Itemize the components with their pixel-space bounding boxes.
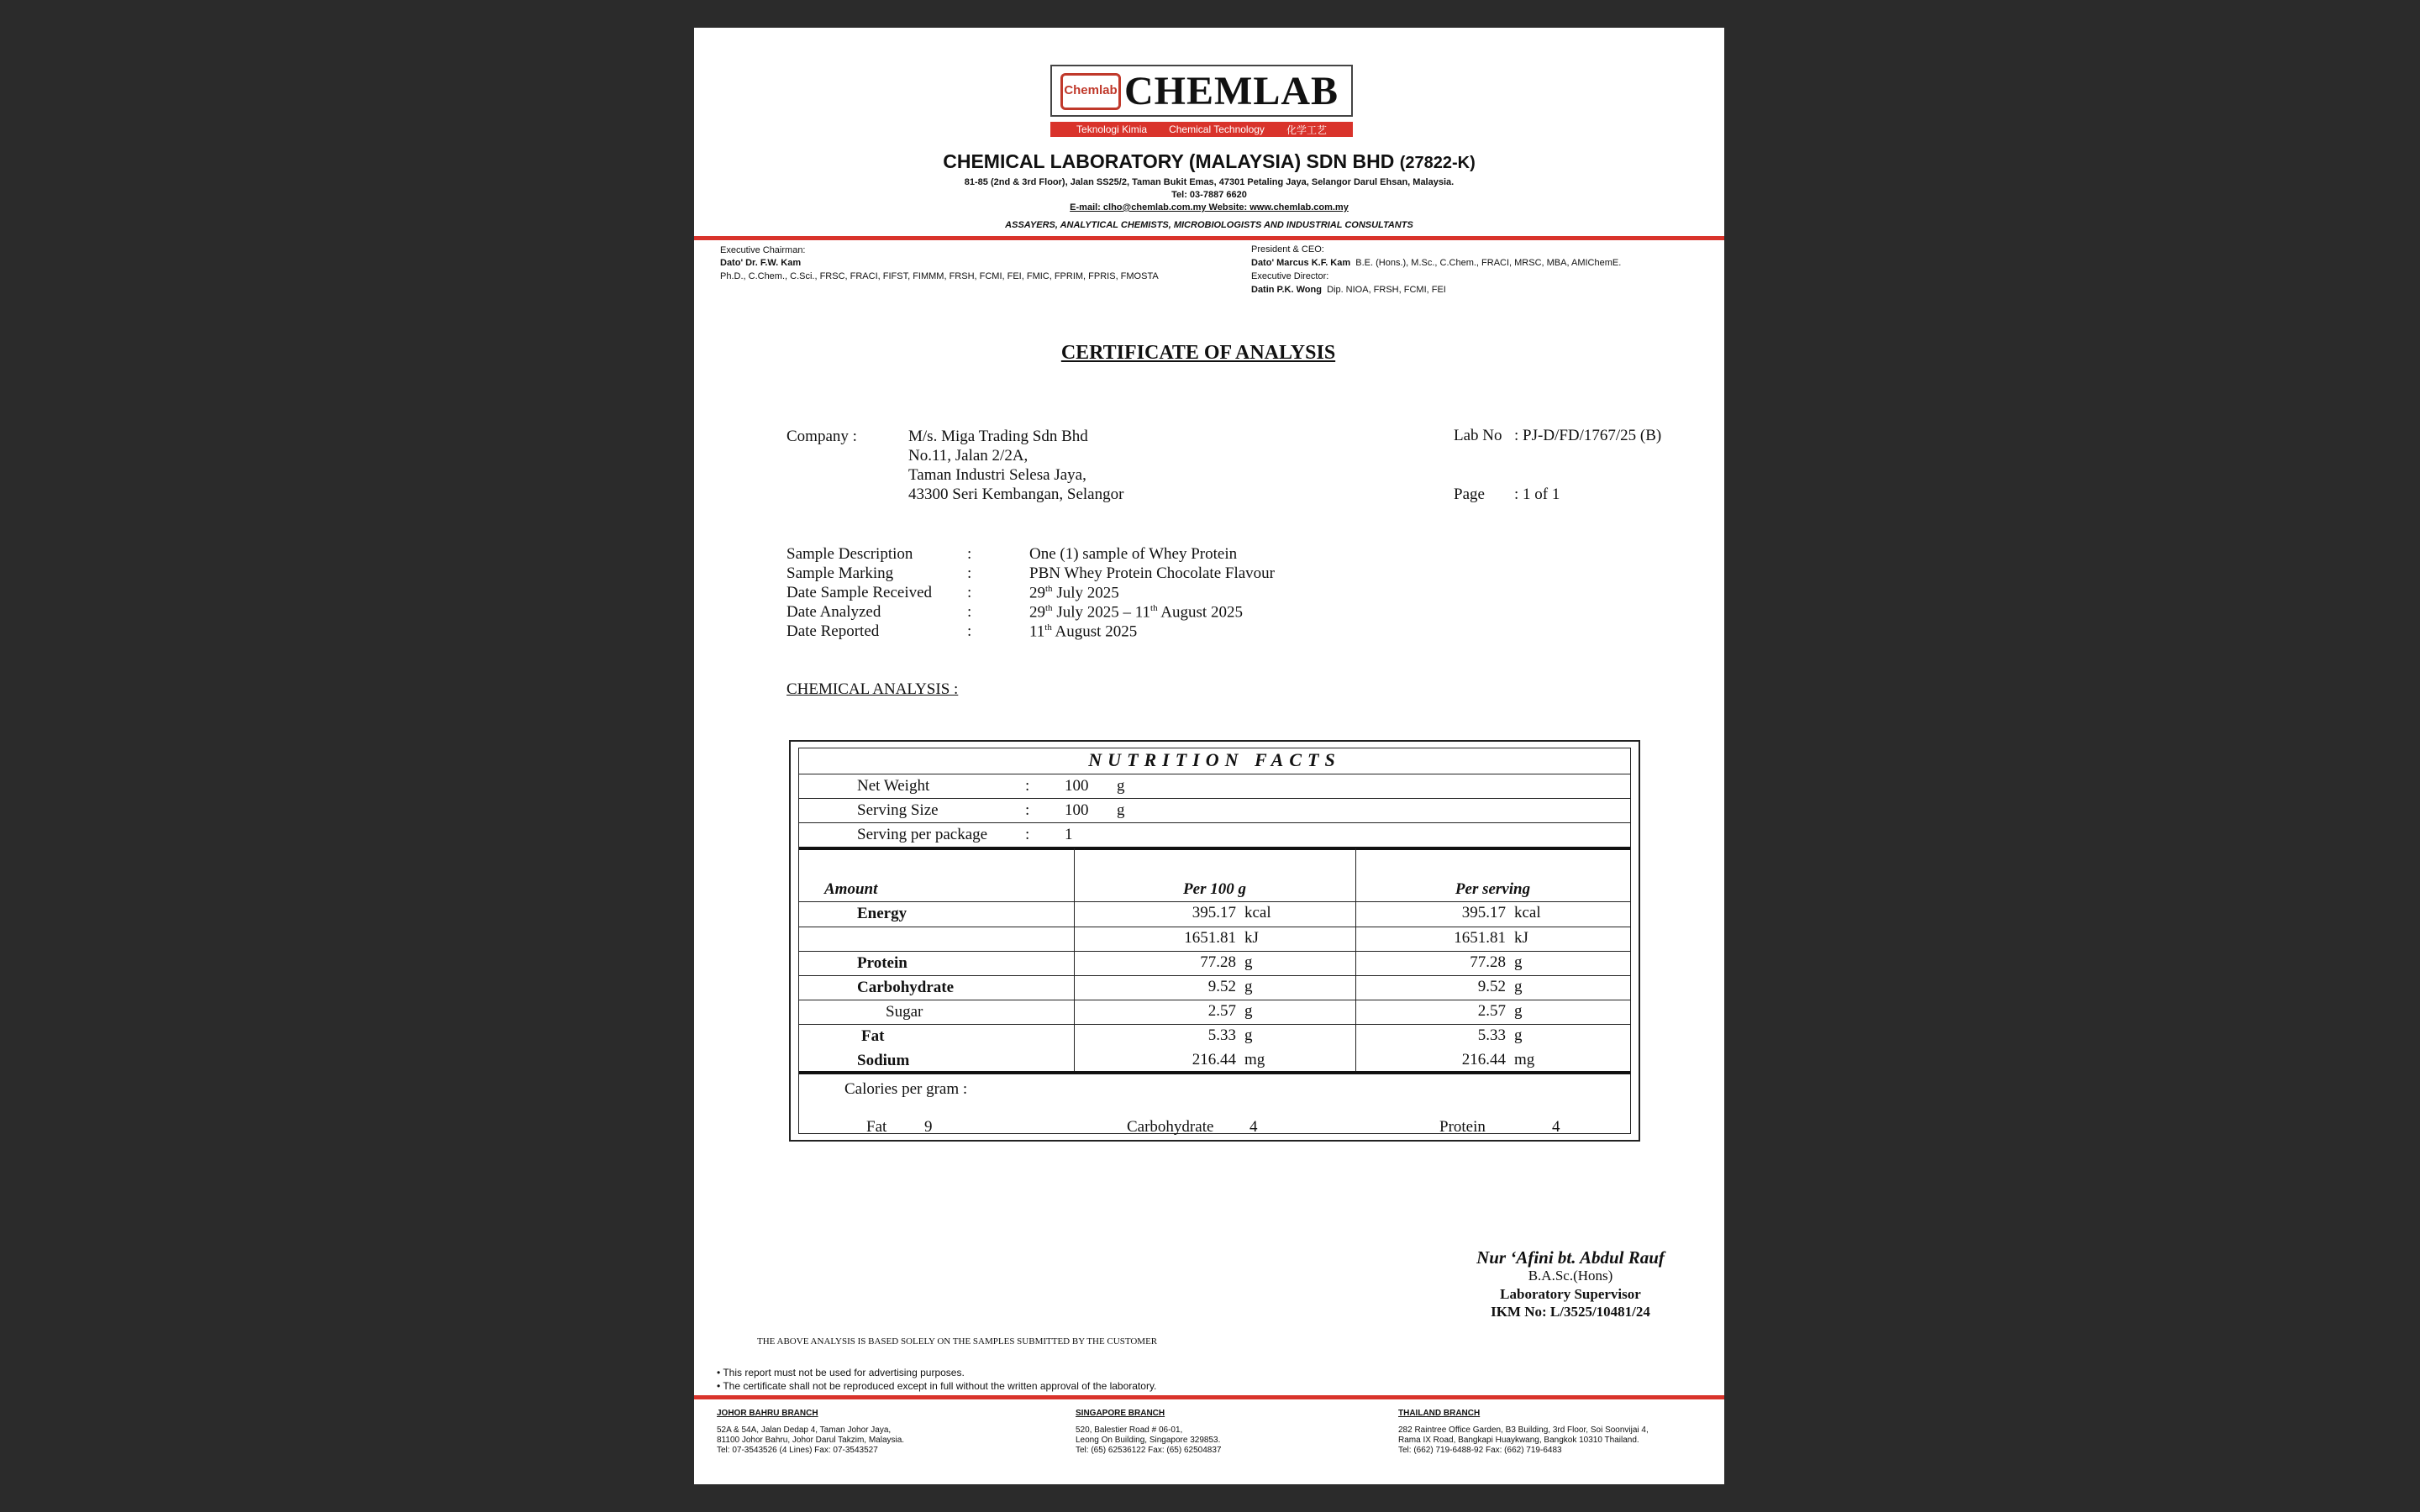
chemlab-logo [1050, 65, 1353, 117]
net-weight-colon: : [1025, 777, 1030, 795]
johor-branch-line: Tel: 07-3543526 (4 Lines) Fax: 07-3543527 [717, 1446, 878, 1455]
certificate-page [694, 28, 1724, 1484]
advertising-note: • This report must not be used for advertising purposes. [717, 1367, 965, 1378]
energy-kcal-unit: kcal [1514, 904, 1541, 921]
header-divider [694, 236, 1724, 240]
logo-tagline-bar [1050, 122, 1353, 137]
president-name: Dato' Marcus K.F. Kam [1251, 258, 1351, 268]
thailand-branch-line: 282 Raintree Office Garden, B3 Building, 3rd Floor, Soi Soonvijai 4, [1398, 1425, 1649, 1435]
protein-per-100g: 77.28 [1200, 953, 1236, 971]
sodium-unit: mg [1244, 1051, 1265, 1068]
signatory-degree: B.A.Sc.(Hons) [1528, 1268, 1613, 1284]
carbohydrate-per-100g: 9.52 [1207, 978, 1236, 995]
servings-per-package-value: 1 [1065, 826, 1073, 843]
detail-colon: : [967, 603, 972, 621]
sugar-per-100g: 2.57 [1207, 1002, 1236, 1020]
chairman-qualifications: Ph.D., C.Chem., C.Sci., FRSC, FRACI, FIFST, FIMMM, FRSH, FCMI, FEI, FMIC, FPRIM, FPRIS, FMOSTA [720, 271, 1159, 281]
servings-per-package-label: Serving per package [857, 826, 988, 843]
sample-marking-value: PBN Whey Protein Chocolate Flavour [1029, 564, 1276, 582]
president-line [1251, 258, 1621, 268]
date-reported-value: 11th August 2025 [1029, 622, 1138, 641]
client-address-line-2: Taman Industri Selesa Jaya, [908, 466, 1086, 484]
amount-column-header: Amount [824, 880, 878, 898]
nutrient-name-sugar: Sugar [886, 1003, 923, 1021]
chemlab-badge-icon: Chemlab [1060, 73, 1121, 110]
carbohydrate-unit: g [1514, 978, 1523, 995]
page-number: : 1 of 1 [1514, 486, 1560, 503]
detail-label-date-reported: Date Reported [786, 622, 880, 640]
calories-per-gram-label: Calories per gram : [844, 1080, 968, 1098]
page-label: Page [1454, 486, 1485, 503]
date-received-value: 29th July 2025 [1029, 584, 1119, 602]
detail-colon: : [967, 584, 972, 601]
thailand-branch-line: Rama IX Road, Bangkapi Huaykwang, Bangkok 10310 Thailand. [1398, 1436, 1639, 1445]
fat-per-serving: 5.33 [1477, 1026, 1506, 1044]
johor-branch-title: JOHOR BAHRU BRANCH [717, 1409, 818, 1418]
divider [799, 901, 1630, 902]
company-label: Company : [786, 428, 857, 445]
sample-description-value: One (1) sample of Whey Protein [1029, 545, 1238, 563]
divider [799, 1024, 1630, 1025]
detail-label-sample-marking: Sample Marking [786, 564, 894, 582]
sugar-per-serving: 2.57 [1477, 1002, 1506, 1020]
servings-per-package-colon: : [1025, 826, 1030, 843]
lab-no-label: Lab No [1454, 427, 1502, 444]
nutrient-name-energy: Energy [857, 905, 908, 922]
nutrient-name-fat: Fat [861, 1027, 885, 1045]
singapore-branch-line: 520, Balestier Road # 06-01, [1076, 1425, 1183, 1435]
detail-label-date-analyzed: Date Analyzed [786, 603, 881, 621]
date-analyzed-value: 29th July 2025 – 11th August 2025 [1029, 603, 1243, 622]
director-qualifications: Dip. NIOA, FRSH, FCMI, FEI [1327, 285, 1446, 295]
calories-protein-label: Protein [1439, 1118, 1486, 1136]
divider [799, 822, 1630, 823]
net-weight-label: Net Weight [857, 777, 930, 795]
calories-carbohydrate-value: 4 [1249, 1118, 1258, 1136]
reproduction-note: • The certificate shall not be reproduced except in full without the written approval of the laboratory. [717, 1380, 1157, 1392]
nutrient-name-sodium: Sodium [857, 1052, 910, 1069]
president-qualifications: B.E. (Hons.), M.Sc., C.Chem., FRACI, MRSC, MBA, AMIChemE. [1355, 258, 1622, 268]
singapore-branch-title: SINGAPORE BRANCH [1076, 1409, 1165, 1418]
calories-fat-value: 9 [924, 1118, 933, 1136]
logo-wordmark: CHEMLAB [1124, 69, 1339, 113]
energy-kj-per-serving: 1651.81 [1454, 929, 1506, 947]
divider [799, 951, 1630, 952]
sugar-unit: g [1514, 1002, 1523, 1020]
company-reg: (27822-K) [1399, 154, 1476, 172]
signatory-ikm-number: IKM No: L/3525/10481/24 [1491, 1304, 1650, 1320]
client-address-line-3: 43300 Seri Kembangan, Selangor [908, 486, 1124, 503]
chairman-name: Dato' Dr. F.W. Kam [720, 258, 802, 268]
lab-no-value: : PJ-D/FD/1767/25 (B) [1514, 427, 1662, 444]
energy-kcal-per-serving: 395.17 [1461, 904, 1506, 921]
nutrient-name-carbohydrate: Carbohydrate [857, 979, 955, 996]
detail-colon: : [967, 564, 972, 582]
calories-protein-value: 4 [1552, 1118, 1560, 1136]
analysis-basis-note: THE ABOVE ANALYSIS IS BASED SOLELY ON THE SAMPLES SUBMITTED BY THE CUSTOMER [757, 1336, 1158, 1347]
client-name: M/s. Miga Trading Sdn Bhd [908, 428, 1088, 445]
logo-tagline-malay: Teknologi Kimia [1076, 123, 1148, 135]
client-address-line-1: No.11, Jalan 2/2A, [908, 447, 1028, 465]
net-weight-value: 100 [1065, 777, 1089, 795]
nutrition-facts-table [789, 740, 1640, 1142]
certificate-title: CERTIFICATE OF ANALYSIS [1060, 342, 1336, 364]
protein-unit: g [1514, 953, 1523, 971]
footer-divider [694, 1395, 1724, 1399]
serving-size-unit: g [1117, 801, 1125, 819]
energy-kj-per-100g: 1651.81 [1184, 929, 1236, 947]
calories-fat-label: Fat [866, 1118, 887, 1136]
net-weight-unit: g [1117, 777, 1125, 795]
company-address: 81-85 (2nd & 3rd Floor), Jalan SS25/2, Taman Bukit Emas, 47301 Petaling Jaya, Selangor Darul Ehsan, Malaysia. [964, 177, 1455, 187]
nutrient-name-protein: Protein [857, 954, 908, 972]
director-name: Datin P.K. Wong [1251, 285, 1322, 295]
company-email-website: E-mail: clho@chemlab.com.my Website: www.chemlab.com.my [1070, 202, 1349, 213]
energy-kj-unit: kJ [1514, 929, 1528, 947]
serving-size-colon: : [1025, 801, 1030, 819]
divider [799, 847, 1630, 850]
singapore-branch-line: Tel: (65) 62536122 Fax: (65) 62504837 [1076, 1446, 1222, 1455]
calories-carbohydrate-label: Carbohydrate [1127, 1118, 1214, 1136]
protein-per-serving: 77.28 [1470, 953, 1506, 971]
serving-size-label: Serving Size [857, 801, 939, 819]
sugar-unit: g [1244, 1002, 1253, 1020]
logo-tagline-english: Chemical Technology [1169, 123, 1265, 135]
per-serving-column-header: Per serving [1455, 880, 1531, 898]
detail-colon: : [967, 622, 972, 640]
sodium-unit: mg [1514, 1051, 1535, 1068]
company-name: CHEMICAL LABORATORY (MALAYSIA) SDN BHD [943, 150, 1395, 172]
nutrition-table-inner [798, 748, 1631, 1134]
sodium-per-100g: 216.44 [1192, 1051, 1236, 1068]
chairman-title: Executive Chairman: [720, 245, 806, 255]
detail-colon: : [967, 545, 972, 563]
thailand-branch-line: Tel: (662) 719-6488-92 Fax: (662) 719-6483 [1398, 1446, 1562, 1455]
singapore-branch-line: Leong On Building, Singapore 329853. [1076, 1436, 1221, 1445]
director-line [1251, 285, 1446, 295]
energy-kj-unit: kJ [1244, 929, 1259, 947]
director-title: Executive Director: [1251, 271, 1329, 281]
thailand-branch-title: THAILAND BRANCH [1398, 1409, 1481, 1418]
logo-tagline-chinese: 化学工艺 [1286, 123, 1327, 136]
carbohydrate-unit: g [1244, 978, 1253, 995]
chemical-analysis-heading: CHEMICAL ANALYSIS : [786, 680, 959, 698]
sodium-per-serving: 216.44 [1461, 1051, 1506, 1068]
signatory-position: Laboratory Supervisor [1500, 1286, 1641, 1302]
divider [799, 975, 1630, 976]
carbohydrate-per-serving: 9.52 [1477, 978, 1506, 995]
company-tel: Tel: 03-7887 6620 [1171, 190, 1247, 200]
nutrition-facts-title: NUTRITION FACTS [1088, 749, 1341, 770]
fat-unit: g [1514, 1026, 1523, 1044]
signatory-name: Nur ‘Afini bt. Abdul Rauf [1476, 1247, 1665, 1268]
fat-unit: g [1244, 1026, 1253, 1044]
energy-kcal-per-100g: 395.17 [1192, 904, 1236, 921]
serving-size-value: 100 [1065, 801, 1089, 819]
energy-kcal-unit: kcal [1244, 904, 1271, 921]
protein-unit: g [1244, 953, 1253, 971]
johor-branch-line: 81100 Johor Bahru, Johor Darul Takzim, Malaysia. [717, 1436, 905, 1445]
johor-branch-line: 52A & 54A, Jalan Dedap 4, Taman Johor Jaya, [717, 1425, 892, 1435]
fat-per-100g: 5.33 [1207, 1026, 1236, 1044]
company-tagline: ASSAYERS, ANALYTICAL CHEMISTS, MICROBIOLOGISTS AND INDUSTRIAL CONSULTANTS [1005, 220, 1413, 230]
divider [799, 1071, 1630, 1074]
company-name-line [694, 150, 1724, 173]
per-100g-column-header: Per 100 g [1183, 880, 1246, 898]
divider [799, 798, 1630, 799]
detail-label-date-received: Date Sample Received [786, 584, 933, 601]
detail-label-sample-description: Sample Description [786, 545, 913, 563]
president-title: President & CEO: [1251, 244, 1324, 255]
